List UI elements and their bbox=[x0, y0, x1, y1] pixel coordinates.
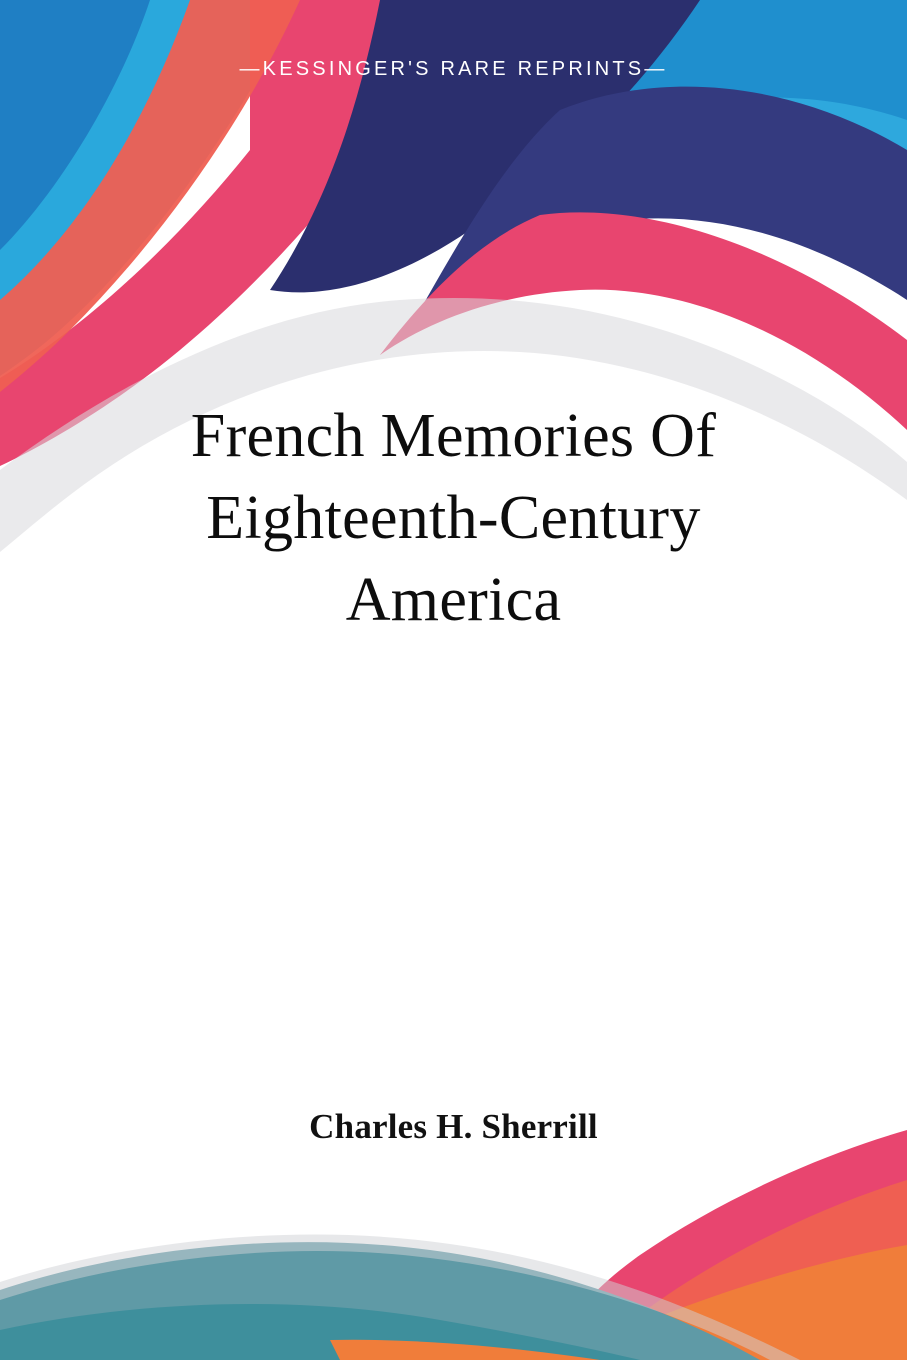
book-title bbox=[120, 395, 787, 641]
title-line-3: America bbox=[345, 566, 562, 634]
publisher-imprint: —KESSINGER'S RARE REPRINTS— bbox=[239, 58, 668, 80]
title-line-1: French Memories Of bbox=[190, 402, 717, 470]
author-block bbox=[120, 1105, 787, 1149]
author-name: Charles H. Sherrill bbox=[309, 1107, 598, 1146]
title-line-2: Eighteenth-Century bbox=[206, 484, 701, 552]
